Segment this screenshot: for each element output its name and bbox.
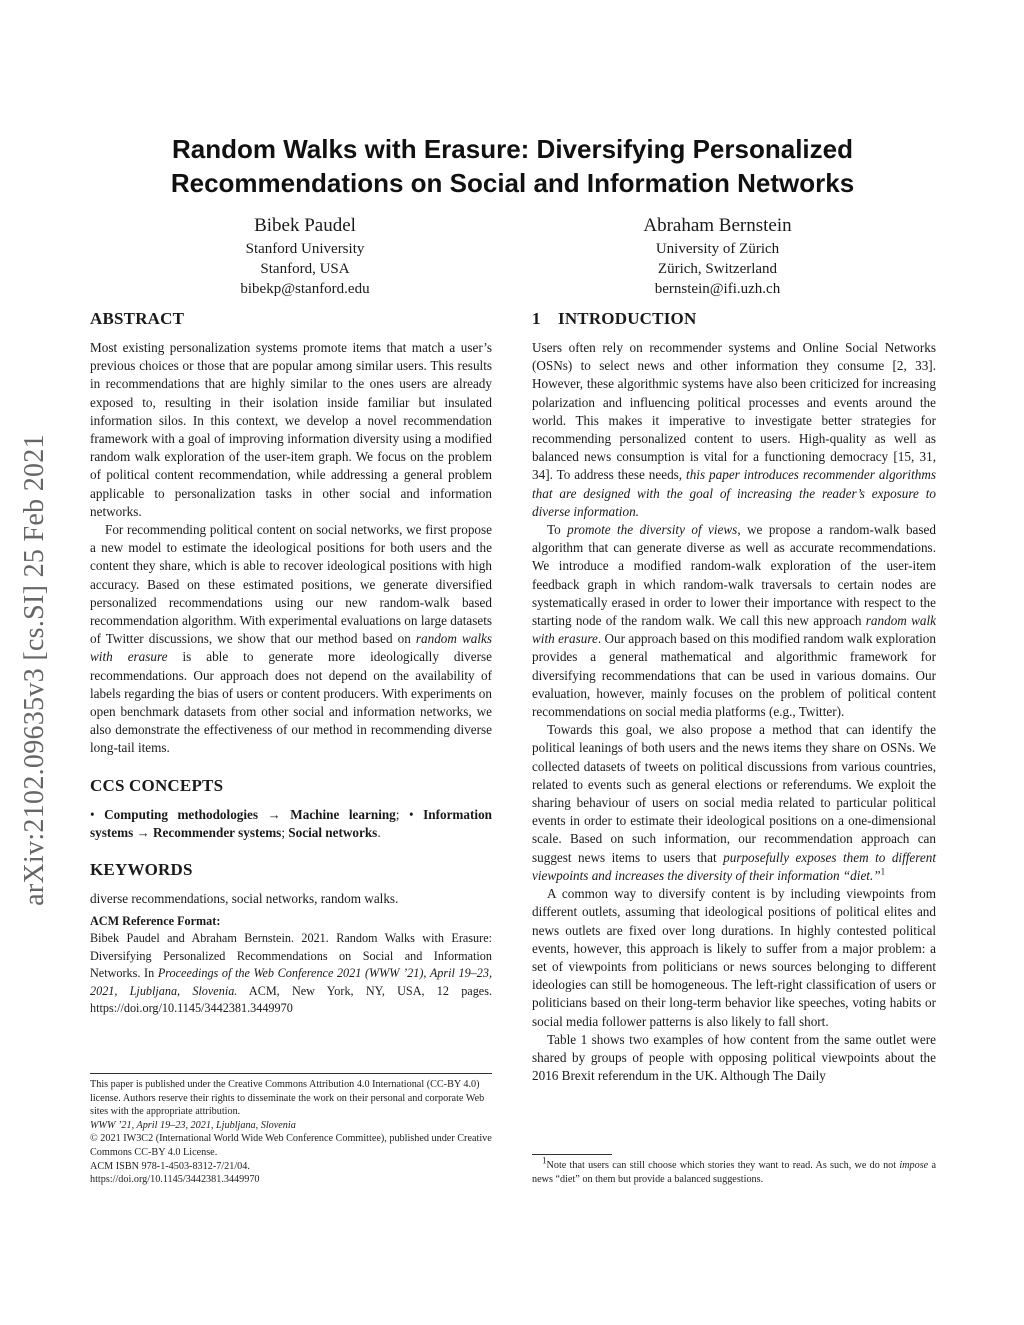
copyright-line: © 2021 IW3C2 (International World Wide Web Conference Committee), published under Creative Commons CC-BY 4.0 License. bbox=[90, 1133, 492, 1158]
footnote-1 bbox=[532, 1154, 936, 1186]
author-location: Stanford, USA bbox=[260, 261, 350, 277]
author-location: Zürich, Switzerland bbox=[657, 261, 778, 277]
doi-line: https://doi.org/10.1145/3442381.3449970 bbox=[90, 1174, 260, 1186]
abstract-paragraph-1: Most existing personalization systems promote items that match a user’s previous choices or those that are popular among similar users. This results in recommendations that are highly similar to the ones users are already exposed to, resulting in their isolation inside familiar but insulated information silos. In this context, we develop a novel recommendation framework with a goal of improving information diversity using a modified random walk exploration of the user-item graph. We focus on the problem of political content recommendation, while addressing a general problem applicable to personalization tasks in other social and information networks. bbox=[90, 340, 492, 519]
ccs-heading: CCS CONCEPTS bbox=[90, 775, 224, 795]
author-name: Abraham Bernstein bbox=[643, 215, 792, 236]
intro-paragraph-1: Users often rely on recommender systems and Online Social Networks (OSNs) to select news and other information they consume [2, 33]. However, these algorithmic systems have also been criticized for increasing polarization and influencing political processes and events around the world. This makes it imperative to investigate better strategies for recommending personalized content to users. High-quality as well as balanced news consumption is vital for a functioning democracy [15, 31, 34]. To address these needs, this paper introduces recommender algorithms that are designed with the goal of increasing the reader’s exposure to diverse information. bbox=[532, 340, 936, 519]
ccs-concepts-section bbox=[90, 775, 492, 842]
keywords-text: diverse recommendations, social networks, random walks. bbox=[90, 891, 399, 907]
footnote-marker: 1 bbox=[880, 866, 886, 877]
author-email: bibekp@stanford.edu bbox=[240, 281, 370, 297]
title-line-2: Recommendations on Social and Information Networks bbox=[170, 168, 855, 198]
right-column bbox=[532, 308, 936, 1085]
acm-reference-label: ACM Reference Format: bbox=[90, 914, 221, 929]
arxiv-id-text: arXiv:2102.09635v3 [cs.SI] 25 Feb 2021 bbox=[19, 434, 50, 906]
author-name: Bibek Paudel bbox=[254, 215, 356, 236]
paper-title bbox=[90, 132, 935, 200]
footnote-text: $^1$Note that users can still choose which stories they want to read. As such, we do not impose a news “diet” on them but provide a balanced suggestions. bbox=[532, 1155, 936, 1185]
isbn-line: ACM ISBN 978-1-4503-8312-7/21/04. bbox=[90, 1160, 250, 1172]
title-line-1: Random Walks with Erasure: Diversifying Personalized bbox=[171, 134, 853, 164]
author-block-2 bbox=[610, 212, 825, 299]
arxiv-identifier bbox=[10, 370, 60, 970]
author-affiliation: University of Zürich bbox=[655, 241, 780, 257]
keywords-section bbox=[90, 859, 492, 1017]
intro-paragraph-4: A common way to diversify content is by including viewpoints from different outlets, assuming that ideological positions of political elites and news outlets are fixed over long durations. In highly contested political events, however, this approach is likely to suffer from a major problem: a set of viewpoints from politicians or news sources belonging to different ideologies can still be homogeneous. The left-right classification of users or politicians based on their long-term behavior like speeches, voting habits or social media follower patterns is also likely to fall short. bbox=[532, 886, 936, 1029]
author-block-1 bbox=[200, 212, 410, 299]
license-text: This paper is published under the Creative Commons Attribution 4.0 International (CC-BY 4.0) license. Authors reserve their rights to disseminate the work on their personal and corporate Web sites with the appropriate attribution. bbox=[90, 1079, 485, 1118]
left-column bbox=[90, 308, 492, 1017]
intro-paragraph-3: Towards this goal, we also propose a method that can identify the political leanings of both users and the news items they share on OSNs. We collected datasets of tweets on political discussions from various countries, related to events such as general elections or referendums. We exploit the sharing behaviour of users on social media related to particular political events in order to estimate their ideological positions on a one-dimensional scale. Based on such information, our recommendation approach can suggest news items to users that purposefully exposes them to different viewpoints and increases the diversity of their information “diet.”$^1$ bbox=[532, 722, 937, 883]
author-email: bernstein@ifi.uzh.ch bbox=[654, 281, 781, 297]
intro-paragraph-5: Table 1 shows two examples of how content from the same outlet were shared by groups of people with opposing political viewpoints about the 2016 Brexit referendum in the UK. Although The Daily bbox=[532, 1031, 936, 1084]
abstract-heading: ABSTRACT bbox=[90, 309, 185, 328]
abstract-section bbox=[90, 308, 492, 758]
abstract-paragraph-2: For recommending political content on social networks, we first propose a new model to estimate the ideological positions for both users and the content they share, which is able to recover ideological positions with high accuracy. Based on these estimated positions, we generate diversified personalized recommendations using our new random-walk based recommendation algorithm. With experimental evaluations on large datasets of Twitter discussions, we show that our method based on random walks with erasure is able to generate more ideologically diverse recommendations. Our approach does not depend on the availability of labels regarding the bias of users or content producers. With experiments on open benchmark datasets from other social and information networks, we also demonstrate the effectiveness of our method in recommending diverse long-tail items. bbox=[90, 522, 492, 756]
ccs-text: • Computing methodologies → Machine learning; • Information systems → Recommender systems; Social networks. bbox=[90, 806, 492, 840]
introduction-heading: 1 INTRODUCTION bbox=[532, 309, 697, 328]
author-affiliation: Stanford University bbox=[245, 241, 365, 257]
acm-reference-text: Bibek Paudel and Abraham Bernstein. 2021. Random Walks with Erasure: Diversifying Personalized Recommendations on Social and Information Networks. In Proceedings of the Web Conference 2021 (WWW ’21), April 19–23, 2021, Ljubljana, Slovenia. ACM, New York, NY, USA, 12 pages. https://doi.org/10.1145/3442381.3449970 bbox=[90, 931, 492, 1015]
conference-line: WWW ’21, April 19–23, 2021, Ljubljana, Slovenia bbox=[90, 1119, 296, 1131]
copyright-footnote bbox=[90, 1073, 492, 1187]
keywords-heading: KEYWORDS bbox=[90, 860, 193, 880]
intro-paragraph-2: To promote the diversity of views, we propose a random-walk based algorithm that can generate diverse as well as accurate recommendations. We introduce a modified random-walk exploration of the user-item feedback graph in which random-walk traversals to certain nodes are systematically erased in order to lower their importance with respect to the starting node of the random walk. We call this new approach random walk with erasure. Our approach based on this modified random walk exploration provides a general mathematical and algorithmic framework for diversifying recommendations that can be used in various domains. Our evaluation, however, mainly focuses on the problem of political content recommendations on social media platforms (e.g., Twitter). bbox=[532, 522, 936, 720]
